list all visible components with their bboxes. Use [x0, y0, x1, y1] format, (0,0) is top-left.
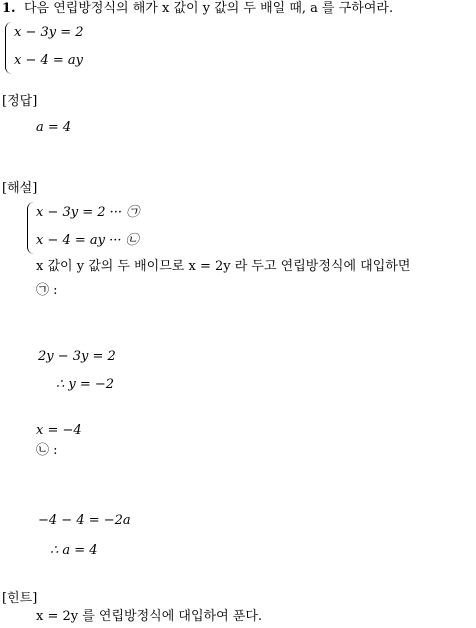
- solution-step1-label: ㉠ :: [36, 283, 58, 298]
- solution-equation-2: x − 4 = ay ··· ㉡: [36, 233, 139, 248]
- problem-equation-2: x − 4 = ay: [14, 53, 84, 68]
- problem-equation-1: x − 3y = 2: [14, 25, 84, 40]
- solution-system-brace: [27, 202, 34, 254]
- solution-equation-1: x − 3y = 2 ··· ㉠: [36, 205, 140, 220]
- solution-step2-result: ∴ a = 4: [50, 543, 98, 558]
- solution-step2-label: ㉡ :: [36, 443, 58, 458]
- problem-system-brace: [5, 22, 12, 74]
- answer-value: a = 4: [36, 120, 72, 135]
- solution-step1-equation: 2y − 3y = 2: [38, 349, 116, 364]
- solution-step1-result: ∴ y = −2: [56, 377, 115, 392]
- answer-label: [정답]: [2, 94, 38, 109]
- hint-label: [힌트]: [2, 591, 38, 606]
- hint-text: x = 2y 를 연립방정식에 대입하여 푼다.: [36, 609, 263, 624]
- solution-explanation: x 값이 y 값의 두 배이므로 x = 2y 라 두고 연립방정식에 대입하면: [36, 259, 411, 274]
- solution-step2-equation: −4 − 4 = −2a: [38, 513, 131, 528]
- solution-label: [해설]: [2, 181, 38, 196]
- problem-number: 1.: [2, 1, 16, 16]
- solution-x-value: x = −4: [36, 423, 82, 438]
- problem-text: 다음 연립방정식의 해가 x 값이 y 값의 두 배일 때, a 를 구하여라.: [24, 1, 394, 16]
